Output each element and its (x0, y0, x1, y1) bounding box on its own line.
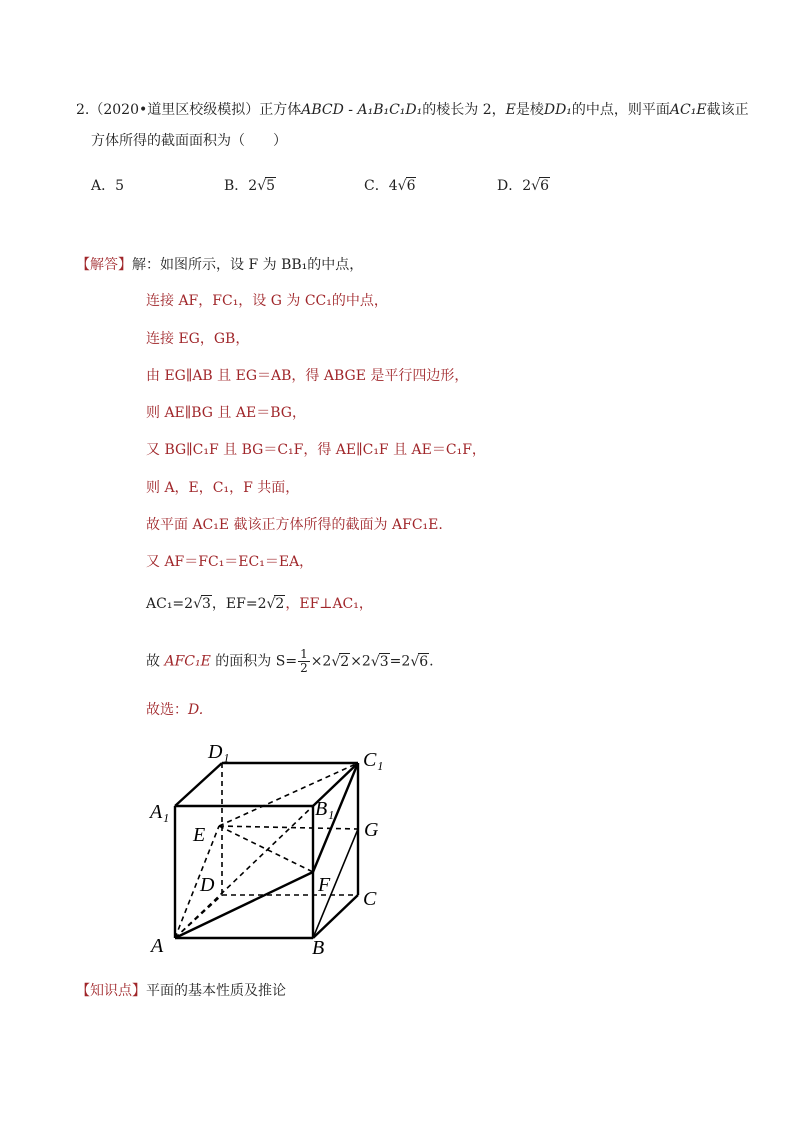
label-B1: B₁ (315, 798, 335, 820)
cube-name: ABCD - A₁B₁C₁D₁ (301, 102, 423, 118)
fraction-one-half: $\frac{1}{2}$ (300, 647, 308, 675)
label-C: C (363, 888, 377, 910)
label-D: D (200, 874, 215, 896)
label-G: G (364, 819, 379, 841)
solution-line-3: 由 EG∥AB 且 EG＝AB，得 ABGE 是平行四边形， (146, 368, 469, 384)
solution-line-1: 连接 AF，FC₁，设 G 为 CC₁的中点， (146, 293, 388, 309)
question-line-2: 方体所得的截面面积为（ ） (91, 133, 287, 149)
option-c: C．4√6 (364, 178, 416, 194)
solution-line-7: 故平面 AC₁E 截该正方体所得的截面为 AFC₁E. (146, 517, 443, 533)
answer-choice: 故选：D. (146, 702, 204, 718)
formula-area: 故 AFC₁E 的面积为 S= $\frac{1}{2}$ ×2√2×2√3=2√6. (146, 647, 434, 675)
option-d: D．2√6 (497, 178, 549, 194)
solution-line-6: 则 A，E，C₁，F 共面， (146, 480, 300, 496)
knowledge-point: 【知识点】平面的基本性质及推论 (76, 983, 286, 999)
edge-BC (313, 895, 358, 938)
solution-line-0: 【解答】解：如图所示，设 F 为 BB₁的中点， (76, 257, 364, 273)
label-E: E (193, 824, 206, 846)
label-A1: A₁ (150, 801, 170, 823)
label-F: F (318, 874, 331, 896)
label-B: B (312, 937, 325, 959)
solution-line-2: 连接 EG，GB， (146, 331, 250, 347)
solution-line-8: 又 AF＝FC₁＝EC₁＝EA， (146, 554, 314, 570)
edge-A1D1 (175, 763, 222, 806)
knowledge-tag: 【知识点】 (76, 983, 146, 999)
question-line-1: 2.（2020•道里区校级模拟）正方体ABCD - A₁B₁C₁D₁的棱长为 2，E是棱DD₁的中点，则平面AC₁E截该正 (76, 102, 749, 118)
option-a: A．5 (91, 178, 125, 194)
solution-line-4: 则 AE∥BG 且 AE＝BG， (146, 405, 306, 421)
segment-AF (175, 872, 313, 938)
label-C1: C₁ (363, 749, 384, 771)
solution-line-5: 又 BG∥C₁F 且 BG＝C₁F，得 AE∥C₁F 且 AE＝C₁F， (146, 442, 486, 458)
solution-tag: 【解答】 (76, 257, 132, 273)
cube-figure (140, 735, 400, 970)
label-D1: D₁ (208, 741, 230, 763)
question-source: （2020•道里区校级模拟） (89, 102, 260, 118)
formula-ac1-ef: AC₁=2√3，EF=2√2，EF⊥AC₁， (146, 596, 373, 612)
segment-EF (219, 826, 313, 872)
sqrt-sign: √ (257, 178, 267, 194)
question-number: 2. (76, 102, 90, 118)
option-b: B．2√5 (224, 178, 276, 194)
label-A: A (151, 935, 164, 957)
